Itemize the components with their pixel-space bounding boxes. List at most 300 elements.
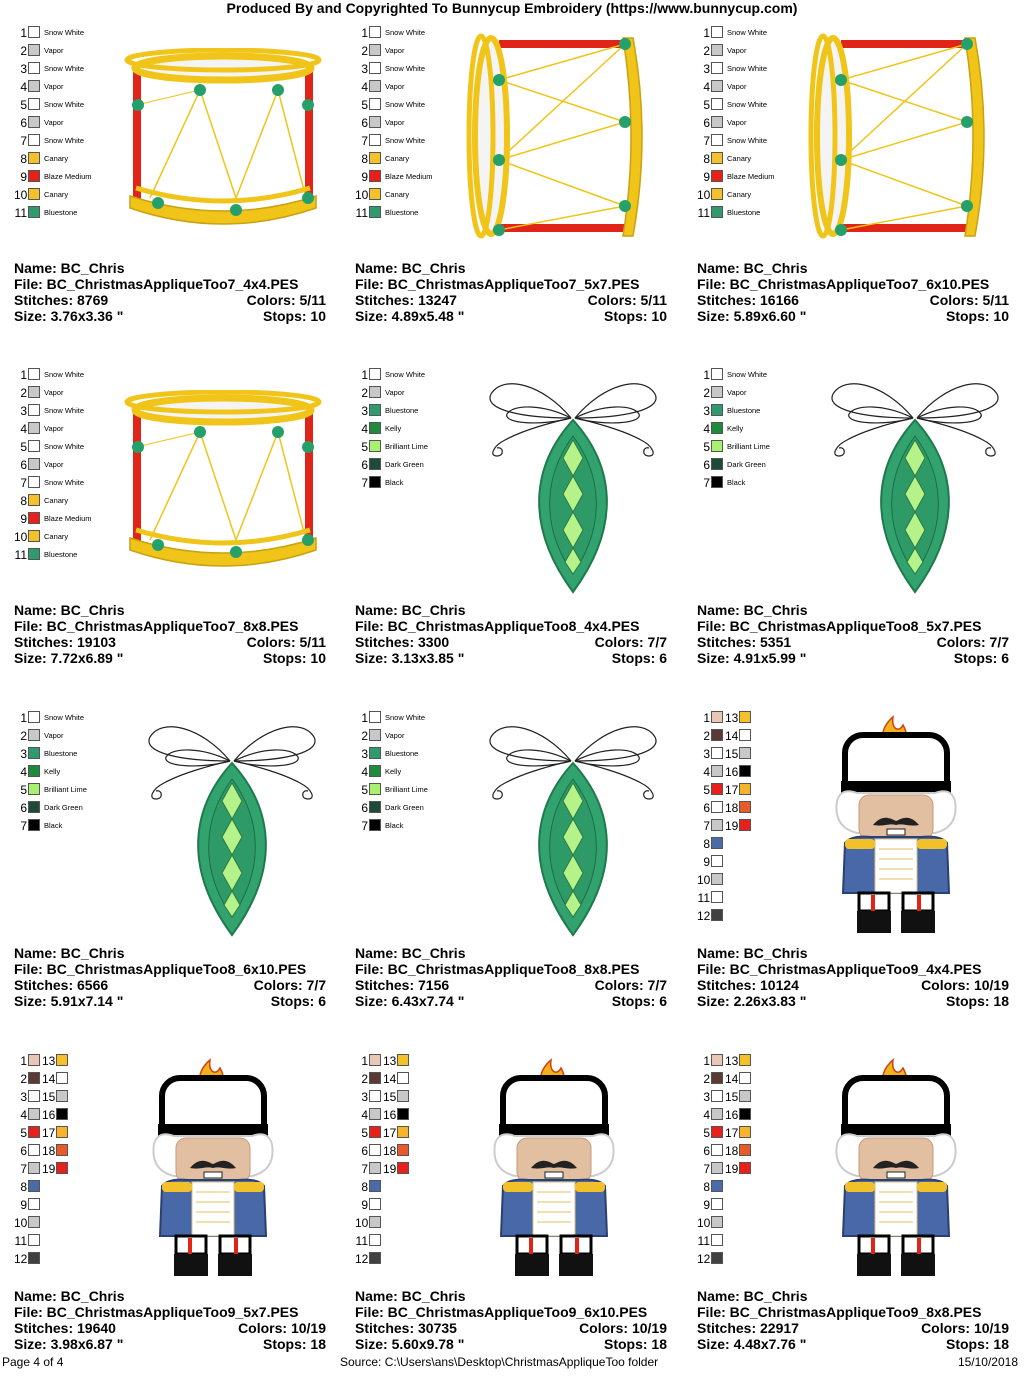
color-swatch — [14, 1090, 40, 1104]
swatch-color — [369, 206, 381, 218]
swatch-color — [711, 134, 723, 146]
swatch-number: 3 — [361, 62, 368, 76]
swatch-number: 8 — [20, 152, 27, 166]
swatch-number: 1 — [361, 1054, 368, 1068]
design-card — [355, 26, 677, 360]
swatch-name: Snow White — [385, 64, 426, 73]
color-swatch — [14, 476, 84, 490]
design-info — [697, 945, 1019, 1009]
swatch-color — [28, 819, 40, 831]
design-size: Size: 4.89x5.48 " — [355, 308, 465, 324]
swatch-number: 6 — [361, 116, 368, 130]
color-swatch — [14, 368, 84, 382]
color-swatch — [14, 404, 84, 418]
swatch-name: Snow White — [727, 136, 768, 145]
swatch-number: 2 — [703, 1072, 710, 1086]
swatch-name: Snow White — [727, 100, 768, 109]
swatch-color — [711, 891, 723, 903]
color-swatch — [14, 98, 84, 112]
swatch-name: Vapor — [385, 388, 405, 397]
swatch-name: Brilliant Lime — [44, 785, 87, 794]
design-size: Size: 6.43x7.74 " — [355, 993, 465, 1009]
swatch-number: 9 — [20, 1198, 27, 1212]
swatch-color — [711, 729, 723, 741]
design-card — [355, 368, 677, 702]
swatch-color — [369, 116, 381, 128]
drum-upright-art — [118, 390, 328, 580]
swatch-color — [28, 783, 40, 795]
color-swatch — [14, 1054, 40, 1068]
swatch-number: 13 — [383, 1054, 397, 1068]
swatch-name: Snow White — [727, 64, 768, 73]
color-swatch — [355, 783, 428, 797]
design-file: File: BC_ChristmasAppliqueToo8_4x4.PES — [355, 618, 640, 634]
color-swatch — [355, 1054, 381, 1068]
design-stitches: Stitches: 22917 — [697, 1320, 799, 1336]
swatch-name: Snow White — [727, 370, 768, 379]
swatch-color — [711, 1054, 723, 1066]
swatch-color — [369, 1252, 381, 1264]
swatch-color — [739, 1054, 751, 1066]
swatch-color — [369, 98, 381, 110]
swatch-color — [56, 1126, 68, 1138]
swatch-number: 11 — [355, 206, 368, 220]
swatch-number: 16 — [725, 765, 739, 779]
color-swatch — [697, 26, 767, 40]
swatch-name: Canary — [44, 532, 69, 541]
swatch-name: Dark Green — [727, 460, 766, 469]
design-stops: Stops: 10 — [262, 308, 326, 324]
swatch-color — [369, 404, 381, 416]
swatch-number: 17 — [383, 1126, 397, 1140]
color-swatch — [697, 909, 723, 923]
swatch-number: 6 — [20, 801, 27, 815]
swatch-color — [28, 1162, 40, 1174]
swatch-name: Blaze Medium — [44, 514, 92, 523]
swatch-number: 16 — [725, 1108, 739, 1122]
swatch-color — [369, 1216, 381, 1228]
swatch-color — [739, 1090, 751, 1102]
design-preview — [483, 374, 663, 604]
swatch-color — [711, 170, 723, 182]
design-name: Name: BC_Chris — [14, 602, 125, 618]
swatch-color — [711, 1090, 723, 1102]
swatch-name: Vapor — [44, 731, 64, 740]
page-number: Page 4 of 4 — [2, 1355, 64, 1369]
swatch-name: Kelly — [385, 767, 402, 776]
swatch-color — [711, 44, 723, 56]
swatch-color — [28, 1234, 40, 1246]
swatch-number: 19 — [725, 819, 739, 833]
design-colors: Colors: 10/19 — [238, 1320, 326, 1336]
design-stops: Stops: 10 — [262, 650, 326, 666]
design-colors: Colors: 10/19 — [579, 1320, 667, 1336]
swatch-name: Kelly — [727, 424, 744, 433]
color-swatch — [697, 819, 723, 833]
swatch-name: Snow White — [727, 28, 768, 37]
swatch-color — [369, 134, 381, 146]
design-preview — [483, 717, 663, 947]
swatch-number: 10 — [697, 188, 711, 202]
swatch-number: 16 — [42, 1108, 56, 1122]
ornament-art — [142, 717, 322, 942]
swatch-name: Black — [44, 821, 63, 830]
swatch-number: 8 — [703, 837, 710, 851]
swatch-name: Vapor — [385, 46, 405, 55]
color-swatch — [355, 152, 409, 166]
swatch-color — [397, 1054, 409, 1066]
swatch-number: 5 — [20, 783, 27, 797]
swatch-name: Vapor — [44, 82, 64, 91]
swatch-number: 3 — [703, 747, 710, 761]
color-swatch — [14, 422, 63, 436]
color-swatch — [697, 1108, 723, 1122]
swatch-name: Bluestone — [727, 406, 761, 415]
design-name: Name: BC_Chris — [697, 945, 808, 961]
swatch-number: 7 — [361, 476, 368, 490]
swatch-color — [369, 765, 381, 777]
swatch-number: 6 — [361, 1144, 368, 1158]
swatch-number: 8 — [361, 152, 368, 166]
swatch-name: Snow White — [44, 370, 85, 379]
swatch-number: 14 — [725, 729, 739, 743]
color-swatch — [355, 188, 409, 202]
color-swatch — [697, 440, 770, 454]
swatch-color — [711, 1108, 723, 1120]
swatch-name: Bluestone — [385, 406, 419, 415]
source-path: Source: C:\Users\ans\Desktop\ChristmasAppliqueToo folder — [340, 1355, 659, 1369]
ornament-art — [825, 374, 1005, 599]
color-swatch — [697, 116, 746, 130]
design-preview — [831, 715, 961, 940]
color-swatch — [697, 152, 751, 166]
swatch-color — [28, 1216, 40, 1228]
swatch-color — [711, 837, 723, 849]
swatch-number: 5 — [703, 783, 710, 797]
swatch-number: 6 — [703, 458, 710, 472]
color-swatch — [697, 404, 760, 418]
swatch-color — [711, 1072, 723, 1084]
swatch-number: 1 — [20, 26, 27, 40]
swatch-number: 2 — [361, 44, 368, 58]
drum-side-art — [463, 30, 653, 245]
color-swatch — [14, 1216, 40, 1230]
color-swatch — [14, 729, 63, 743]
color-swatch — [725, 765, 751, 779]
swatch-color — [56, 1144, 68, 1156]
swatch-number: 15 — [725, 747, 739, 761]
ornament-art — [483, 374, 663, 599]
color-swatch — [355, 747, 418, 761]
design-file: File: BC_ChristmasAppliqueToo9_4x4.PES — [697, 961, 982, 977]
swatch-name: Bluestone — [44, 749, 78, 758]
ornament-art — [483, 717, 663, 942]
swatch-name: Canary — [385, 190, 410, 199]
nutcracker-soldier-art — [831, 1058, 961, 1278]
color-swatch — [14, 26, 84, 40]
swatch-number: 12 — [697, 1252, 711, 1266]
design-stops: Stops: 6 — [953, 650, 1009, 666]
swatch-name: Snow White — [44, 406, 85, 415]
design-stitches: Stitches: 13247 — [355, 292, 457, 308]
swatch-name: Snow White — [385, 28, 426, 37]
color-swatch — [14, 134, 84, 148]
swatch-number: 6 — [20, 1144, 27, 1158]
color-swatch — [14, 1252, 40, 1266]
swatch-color — [739, 1162, 751, 1174]
design-stops: Stops: 6 — [270, 993, 326, 1009]
swatch-number: 5 — [361, 1126, 368, 1140]
swatch-number: 4 — [20, 1108, 27, 1122]
swatch-number: 9 — [20, 170, 27, 184]
swatch-number: 5 — [703, 1126, 710, 1140]
design-file: File: BC_ChristmasAppliqueToo8_5x7.PES — [697, 618, 982, 634]
swatch-number: 4 — [361, 1108, 368, 1122]
color-swatch — [14, 80, 63, 94]
swatch-color — [711, 801, 723, 813]
color-swatch — [697, 1090, 723, 1104]
swatch-number: 3 — [703, 404, 710, 418]
color-swatch — [14, 1162, 40, 1176]
swatch-color — [28, 476, 40, 488]
swatch-color — [369, 368, 381, 380]
swatch-color — [369, 80, 381, 92]
swatch-color — [28, 494, 40, 506]
design-preview — [142, 717, 322, 947]
color-swatch — [697, 855, 723, 869]
color-swatch — [355, 422, 401, 436]
swatch-color — [739, 729, 751, 741]
swatch-number: 17 — [725, 1126, 739, 1140]
swatch-color — [711, 819, 723, 831]
color-swatch — [697, 837, 723, 851]
swatch-number: 2 — [20, 1072, 27, 1086]
design-stops: Stops: 10 — [603, 308, 667, 324]
color-swatch — [14, 386, 63, 400]
swatch-color — [28, 116, 40, 128]
color-swatch — [14, 116, 63, 130]
swatch-color — [369, 476, 381, 488]
color-swatch — [355, 1216, 381, 1230]
swatch-color — [369, 170, 381, 182]
swatch-number: 17 — [42, 1126, 56, 1140]
color-swatch — [14, 1198, 40, 1212]
design-stitches: Stitches: 16166 — [697, 292, 799, 308]
swatch-color — [369, 152, 381, 164]
design-card — [697, 1054, 1019, 1388]
design-size: Size: 4.91x5.99 " — [697, 650, 807, 666]
swatch-color — [369, 747, 381, 759]
swatch-name: Snow White — [44, 64, 85, 73]
color-swatch — [697, 98, 767, 112]
color-swatch — [697, 873, 723, 887]
swatch-color — [711, 152, 723, 164]
design-preview — [831, 1058, 961, 1283]
swatch-number: 8 — [361, 1180, 368, 1194]
swatch-number: 2 — [20, 729, 27, 743]
color-swatch — [697, 1072, 723, 1086]
swatch-name: Canary — [44, 154, 69, 163]
color-swatch — [355, 711, 425, 725]
swatch-color — [369, 1126, 381, 1138]
design-info — [355, 260, 677, 324]
swatch-number: 7 — [703, 134, 710, 148]
swatch-color — [369, 801, 381, 813]
design-preview — [463, 30, 653, 250]
swatch-number: 6 — [20, 116, 27, 130]
design-stitches: Stitches: 7156 — [355, 977, 450, 993]
design-card — [355, 1054, 677, 1388]
color-swatch — [697, 783, 723, 797]
color-swatch — [697, 765, 723, 779]
swatch-name: Black — [385, 821, 404, 830]
swatch-color — [711, 422, 723, 434]
design-file: File: BC_ChristmasAppliqueToo9_8x8.PES — [697, 1304, 982, 1320]
swatch-number: 1 — [20, 1054, 27, 1068]
swatch-color — [711, 855, 723, 867]
color-swatch — [42, 1054, 68, 1068]
color-swatch — [725, 729, 751, 743]
color-swatch — [355, 134, 425, 148]
swatch-name: Vapor — [44, 46, 64, 55]
design-info — [14, 1288, 336, 1352]
color-swatch — [355, 62, 425, 76]
color-swatch — [355, 386, 404, 400]
swatch-color — [28, 440, 40, 452]
color-swatch — [355, 206, 418, 220]
swatch-number: 10 — [355, 188, 369, 202]
swatch-color — [28, 134, 40, 146]
swatch-color — [369, 188, 381, 200]
design-stitches: Stitches: 10124 — [697, 977, 799, 993]
swatch-color — [369, 1162, 381, 1174]
design-name: Name: BC_Chris — [14, 260, 125, 276]
color-swatch — [355, 819, 403, 833]
swatch-number: 7 — [20, 1162, 27, 1176]
design-card — [697, 26, 1019, 360]
swatch-number: 7 — [361, 1162, 368, 1176]
color-swatch — [14, 1234, 40, 1248]
swatch-number: 8 — [20, 1180, 27, 1194]
swatch-number: 14 — [42, 1072, 56, 1086]
design-colors: Colors: 5/11 — [246, 292, 326, 308]
swatch-number: 4 — [703, 1108, 710, 1122]
swatch-name: Snow White — [385, 713, 426, 722]
swatch-number: 15 — [42, 1090, 56, 1104]
color-swatch — [697, 80, 746, 94]
design-size: Size: 3.98x6.87 " — [14, 1336, 124, 1352]
drum-upright-art — [118, 48, 328, 238]
color-swatch — [355, 1090, 381, 1104]
swatch-number: 3 — [361, 404, 368, 418]
swatch-color — [369, 386, 381, 398]
swatch-number: 19 — [383, 1162, 397, 1176]
swatch-number: 9 — [20, 512, 27, 526]
design-card — [355, 711, 677, 1045]
color-swatch — [725, 1126, 751, 1140]
swatch-number: 6 — [703, 1144, 710, 1158]
swatch-name: Brilliant Lime — [727, 442, 770, 451]
color-swatch — [725, 783, 751, 797]
design-colors: Colors: 7/7 — [594, 977, 667, 993]
design-info — [14, 945, 336, 1009]
swatch-name: Dark Green — [385, 460, 424, 469]
color-swatch — [355, 1180, 381, 1194]
design-size: Size: 3.76x3.36 " — [14, 308, 124, 324]
color-swatch — [14, 1072, 40, 1086]
design-stops: Stops: 6 — [611, 650, 667, 666]
swatch-number: 7 — [703, 819, 710, 833]
swatch-name: Dark Green — [44, 803, 83, 812]
swatch-number: 8 — [703, 152, 710, 166]
swatch-name: Bluestone — [44, 550, 78, 559]
swatch-name: Snow White — [385, 370, 426, 379]
swatch-number: 2 — [20, 386, 27, 400]
swatch-number: 8 — [703, 1180, 710, 1194]
swatch-number: 2 — [361, 729, 368, 743]
swatch-color — [369, 1198, 381, 1210]
swatch-number: 18 — [383, 1144, 397, 1158]
page-header: Produced By and Copyrighted To Bunnycup Embroidery (https://www.bunnycup.com) — [226, 0, 798, 16]
color-swatch — [697, 1216, 723, 1230]
swatch-name: Bluestone — [44, 208, 78, 217]
swatch-color — [369, 1072, 381, 1084]
design-colors: Colors: 5/11 — [587, 292, 667, 308]
swatch-color — [369, 819, 381, 831]
color-swatch — [14, 1180, 40, 1194]
swatch-number: 1 — [20, 368, 27, 382]
swatch-color — [28, 368, 40, 380]
swatch-color — [397, 1090, 409, 1102]
swatch-number: 11 — [697, 891, 710, 905]
color-swatch — [14, 188, 68, 202]
nutcracker-soldier-art — [831, 715, 961, 935]
swatch-color — [711, 1252, 723, 1264]
swatch-color — [369, 1108, 381, 1120]
color-swatch — [42, 1144, 68, 1158]
design-name: Name: BC_Chris — [697, 260, 808, 276]
swatch-number: 2 — [361, 386, 368, 400]
swatch-number: 3 — [703, 62, 710, 76]
swatch-color — [739, 819, 751, 831]
swatch-number: 19 — [725, 1162, 739, 1176]
swatch-number: 9 — [703, 170, 710, 184]
swatch-color — [28, 1054, 40, 1066]
swatch-color — [739, 747, 751, 759]
color-swatch — [697, 1054, 723, 1068]
color-swatch — [14, 512, 92, 526]
swatch-number: 1 — [361, 711, 368, 725]
swatch-name: Vapor — [44, 424, 64, 433]
swatch-name: Vapor — [727, 82, 747, 91]
swatch-color — [56, 1162, 68, 1174]
design-info — [697, 260, 1019, 324]
color-swatch — [725, 1144, 751, 1158]
swatch-color — [28, 386, 40, 398]
color-swatch — [697, 170, 775, 184]
design-colors: Colors: 7/7 — [253, 977, 326, 993]
swatch-number: 7 — [20, 134, 27, 148]
swatch-color — [28, 1072, 40, 1084]
swatch-color — [711, 440, 723, 452]
color-swatch — [14, 765, 60, 779]
color-swatch — [14, 170, 92, 184]
swatch-color — [369, 44, 381, 56]
swatch-color — [28, 206, 40, 218]
swatch-number: 7 — [703, 476, 710, 490]
design-file: File: BC_ChristmasAppliqueToo9_5x7.PES — [14, 1304, 299, 1320]
swatch-color — [739, 1126, 751, 1138]
